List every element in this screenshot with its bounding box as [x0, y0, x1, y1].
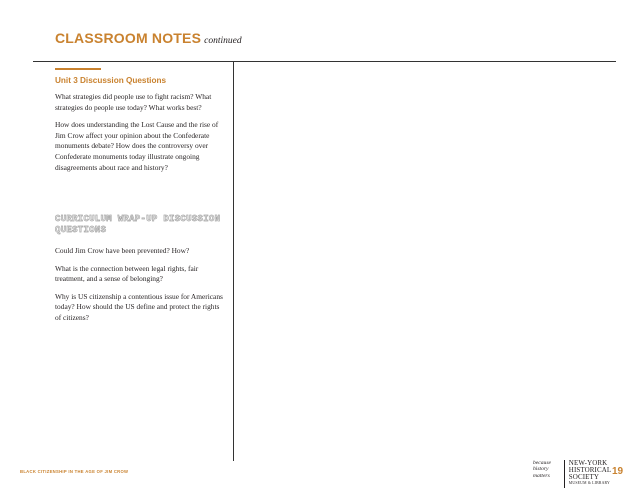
section1-title: Unit 3 Discussion Questions	[55, 76, 167, 85]
column-divider	[233, 61, 234, 461]
page-number: 19	[612, 466, 624, 477]
logo-tagline-line: matters	[533, 472, 550, 479]
section2-paragraph: Why is US citizenship a contentious issue for Americans today? How should the US define and protect the rights of citizens?	[55, 291, 223, 322]
header-title: CLASSROOM NOTES	[55, 30, 202, 46]
section1-paragraph: How does understanding the Lost Cause and the rise of Jim Crow affect your opinion about the Confederate monuments debate? How does the controversy over Confederate monuments today illustrate ongoing disagreements about race and history?	[55, 120, 219, 172]
footer-series-title: BLACK CITIZENSHIP IN THE AGE OF JIM CROW	[20, 469, 129, 474]
section2-body	[55, 246, 227, 331]
logo-name	[565, 460, 611, 488]
section2-paragraph: What is the connection between legal rights, fair treatment, and a sense of belonging?	[55, 263, 199, 284]
section1-body	[55, 92, 227, 180]
section1-paragraph: What strategies did people use to fight racism? What strategies do people use today? What works best?	[55, 92, 212, 112]
accent-bar	[55, 68, 101, 70]
logo-tagline	[533, 460, 564, 488]
logo-tagline-line: history	[533, 466, 549, 473]
logo-name-line: HISTORICAL	[568, 465, 612, 474]
logo-name-line: NEW-YORK	[568, 459, 608, 467]
nyhs-logo	[533, 460, 611, 488]
logo-small-text: MUSEUM & LIBRARY	[568, 481, 610, 486]
logo-tagline-line: because	[533, 460, 552, 466]
section2-title: CURRICULUM WRAP-UP DISCUSSION QUESTIONS	[55, 214, 221, 235]
logo-name-line: SOCIETY	[568, 472, 600, 481]
header-rule	[33, 61, 616, 62]
page-header	[55, 30, 242, 50]
section2-paragraph: Could Jim Crow have been prevented? How?	[55, 246, 190, 255]
header-subtitle: continued	[204, 36, 242, 46]
